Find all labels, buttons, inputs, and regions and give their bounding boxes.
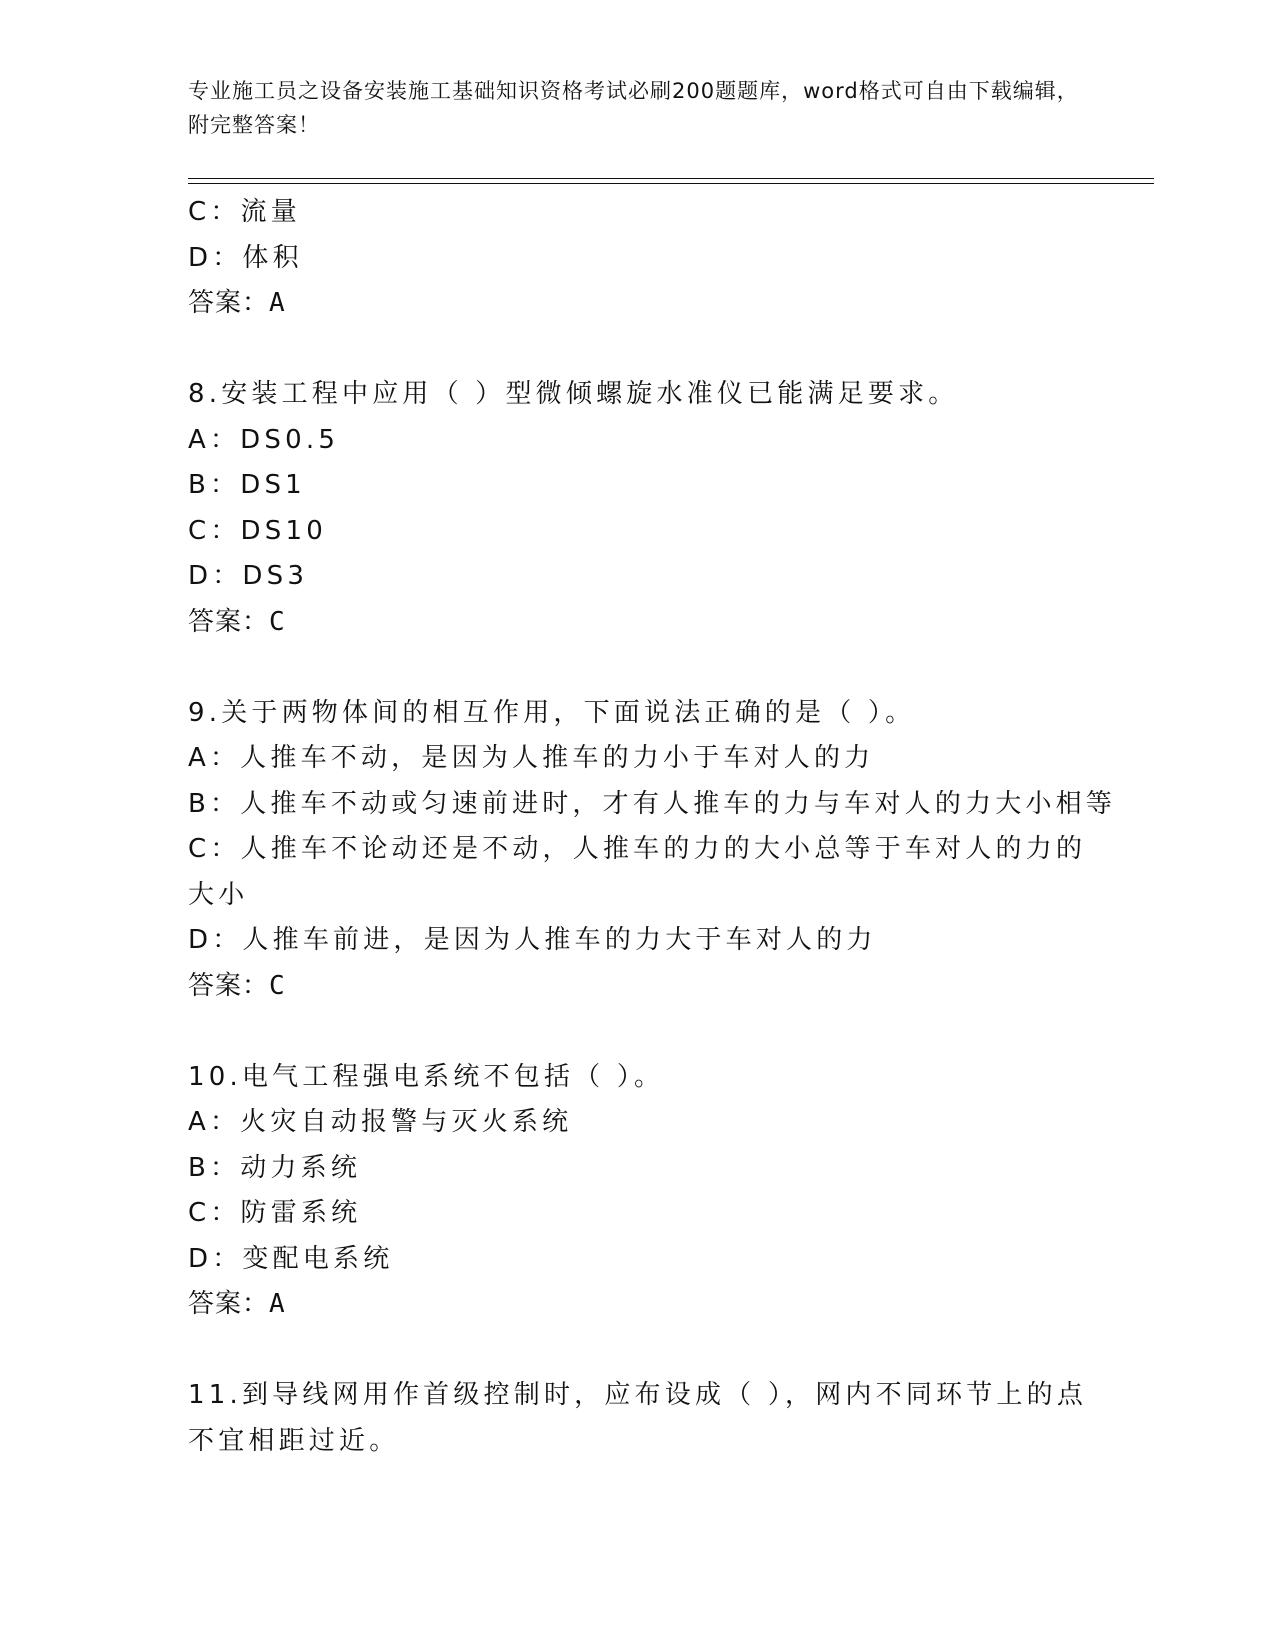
answer-line: 答案：C xyxy=(188,606,286,637)
option-d: D：DS3 xyxy=(188,561,309,591)
option-a: A：人推车不动，是因为人推车的力小于车对人的力 xyxy=(188,743,875,773)
header-rule-top xyxy=(188,178,1154,179)
option-d: D：变配电系统 xyxy=(188,1243,394,1274)
question-10 xyxy=(188,1055,1088,1328)
question-list xyxy=(188,190,1117,1464)
document-header xyxy=(188,74,1088,142)
spacer xyxy=(188,327,1088,373)
question-11 xyxy=(188,1373,1088,1464)
spacer xyxy=(188,1328,1088,1374)
spacer xyxy=(188,645,1088,691)
answer-line: 答案：A xyxy=(188,1289,286,1319)
document-title: 专业施工员之设备安装施工基础知识资格考试必刷200题题库，word格式可自由下载编辑，附完整答案！ xyxy=(188,79,1079,137)
header-rule-bottom xyxy=(188,183,1154,184)
option-b: B：人推车不动或匀速前进时，才有人推车的力与车对人的力大小相等 xyxy=(188,788,1117,819)
question-stem: 8.安装工程中应用（ ）型微倾螺旋水准仪已能满足要求。 xyxy=(188,379,959,409)
option-b: B：DS1 xyxy=(188,470,306,500)
option-d: D：人推车前进，是因为人推车的力大于车对人的力 xyxy=(188,925,877,955)
option-b: B：动力系统 xyxy=(188,1152,362,1183)
option-c: C：防雷系统 xyxy=(188,1198,362,1228)
option-a: A：火灾自动报警与灭火系统 xyxy=(188,1107,573,1137)
option-d: D：体积 xyxy=(188,242,303,273)
question-continuation xyxy=(188,190,1088,327)
question-stem: 9.关于两物体间的相互作用，下面说法正确的是（ ）。 xyxy=(188,697,916,728)
question-stem: 10.电气工程强电系统不包括（ ）。 xyxy=(188,1061,665,1092)
option-c: C：流量 xyxy=(188,197,301,227)
spacer xyxy=(188,1009,1088,1055)
option-a: A：DS0.5 xyxy=(188,424,340,455)
question-8 xyxy=(188,372,1088,645)
question-stem: 11.到导线网用作首级控制时，应布设成（ ），网内不同环节上的点不宜相距过近。 xyxy=(188,1380,1088,1456)
option-c: C：DS10 xyxy=(188,515,327,546)
answer-line: 答案：A xyxy=(188,288,286,318)
option-c: C：人推车不论动还是不动，人推车的力的大小总等于车对人的力的大小 xyxy=(188,834,1087,910)
question-9 xyxy=(188,691,1117,1010)
answer-line: 答案：C xyxy=(188,970,286,1001)
